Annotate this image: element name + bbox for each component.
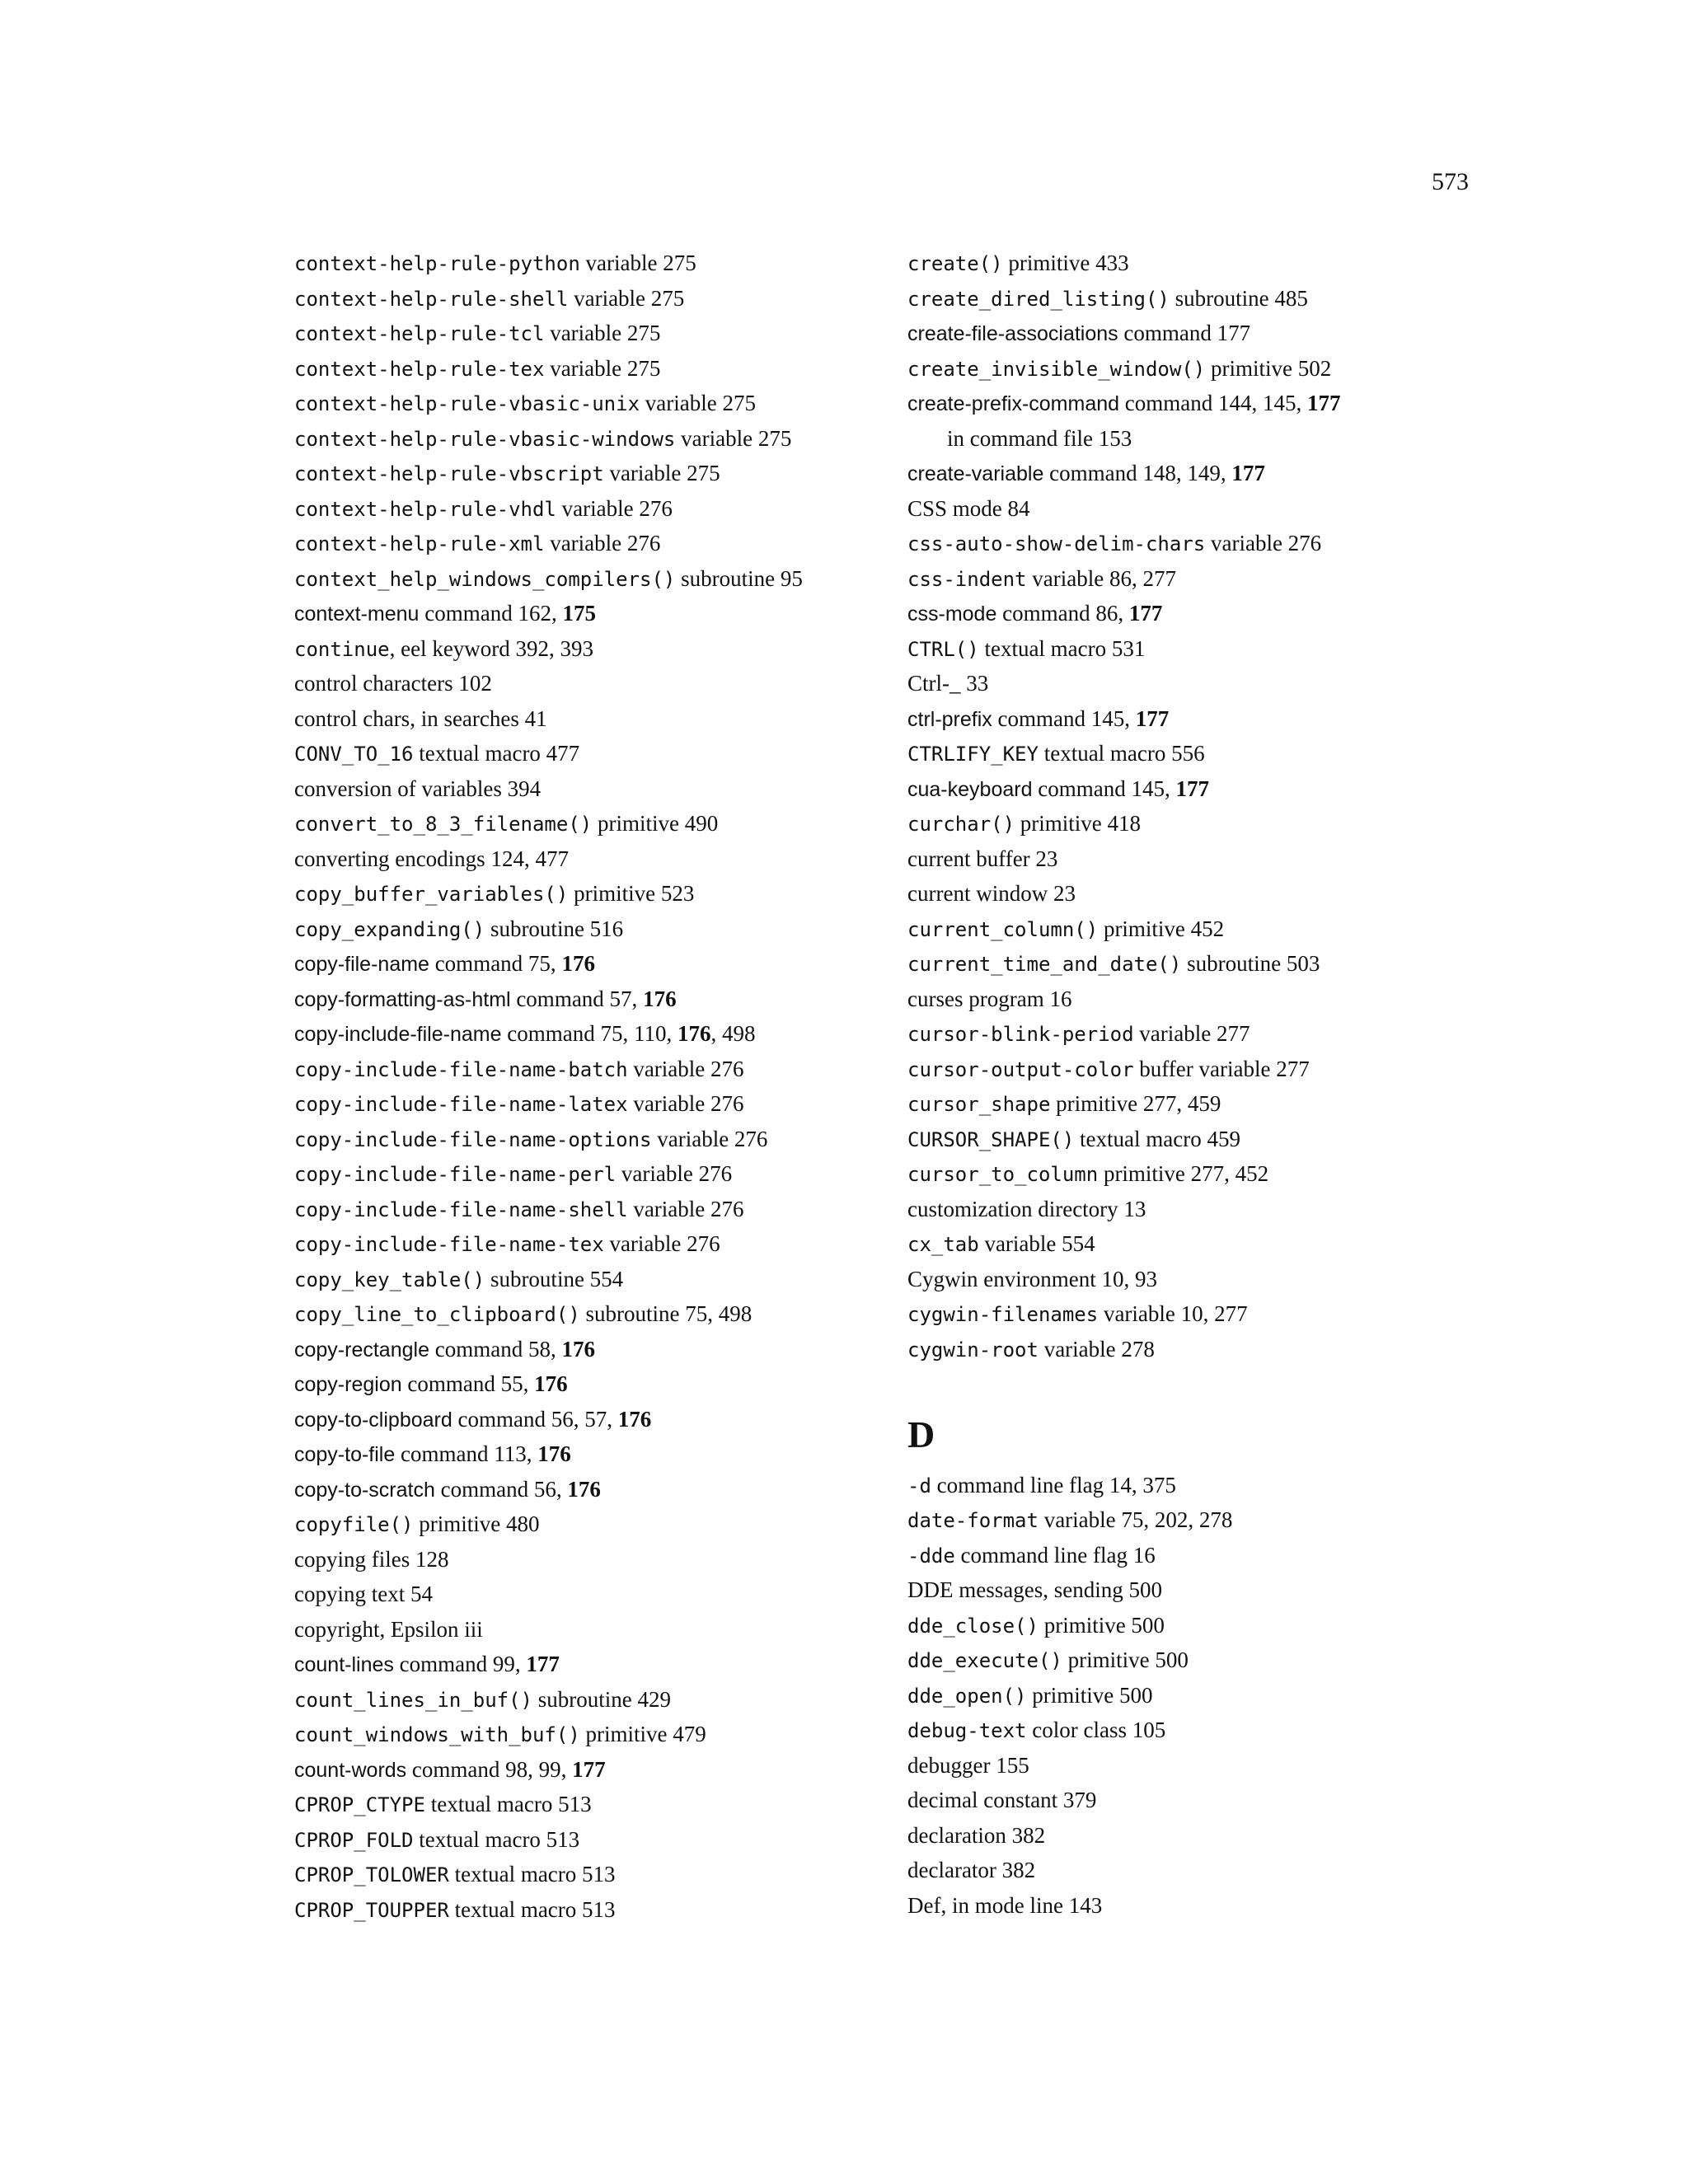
index-entry	[907, 1538, 1501, 1573]
entry-text: subroutine 485	[1169, 285, 1308, 311]
entry-primary-page: 177	[1231, 461, 1265, 485]
entry-term-code: context-help-rule-tcl	[294, 322, 545, 345]
entry-text: variable 276	[627, 1056, 744, 1081]
index-entry	[907, 982, 1501, 1017]
index-entry	[907, 1608, 1501, 1643]
entry-text: command 75,	[429, 951, 562, 976]
index-entry	[294, 386, 904, 421]
index-entry	[907, 1122, 1501, 1157]
entry-text: variable 276	[544, 531, 661, 555]
entry-primary-page: 177	[1175, 776, 1209, 801]
entry-term-code: CPROP_FOLD	[294, 1828, 414, 1852]
entry-term-code: -dde	[907, 1544, 955, 1568]
index-entry	[294, 736, 904, 771]
index-entry	[907, 1296, 1501, 1332]
entry-term-command: copy-file-name	[294, 953, 429, 976]
entry-text: debugger 155	[907, 1752, 1029, 1778]
entry-term-code: copyfile()	[294, 1513, 414, 1536]
index-entry	[294, 1647, 904, 1682]
index-entry	[294, 982, 904, 1017]
entry-text: buffer variable 277	[1133, 1056, 1310, 1081]
index-entry	[907, 1572, 1501, 1608]
index-entry	[907, 876, 1501, 912]
entry-text: primitive 502	[1205, 355, 1332, 381]
entry-primary-page: 176	[561, 951, 595, 976]
entry-text: variable 276	[556, 495, 673, 521]
index-entry	[294, 1577, 904, 1612]
entry-text: Ctrl-_ 33	[907, 671, 989, 696]
entry-primary-page: 176	[617, 1406, 652, 1432]
index-entry	[907, 771, 1501, 807]
index-entry	[294, 946, 904, 982]
entry-primary-page: 175	[562, 601, 596, 626]
index-entry	[907, 946, 1501, 982]
entry-primary-page: 177	[526, 1652, 560, 1676]
index-entry	[907, 561, 1501, 597]
index-entry	[294, 701, 904, 737]
index-entry	[907, 1156, 1501, 1192]
index-entry	[294, 1226, 904, 1262]
index-entry	[907, 386, 1501, 421]
index-entry	[907, 596, 1501, 631]
index-entry	[907, 1783, 1501, 1818]
index-entry	[294, 1857, 904, 1892]
entry-term-code: continue	[294, 637, 390, 661]
index-entry	[294, 1507, 904, 1542]
entry-text: variable 86, 277	[1026, 565, 1176, 591]
entry-term-code: create_invisible_window()	[907, 357, 1206, 381]
index-entry	[294, 1436, 904, 1472]
entry-text: variable 10, 277	[1098, 1301, 1248, 1326]
entry-text: variable 75, 202, 278	[1038, 1507, 1233, 1532]
entry-primary-page: 177	[1135, 705, 1170, 731]
entry-text: primitive 500	[1062, 1647, 1189, 1672]
entry-text: command 57,	[510, 986, 644, 1011]
index-entry	[294, 1717, 904, 1752]
index-entry	[907, 281, 1501, 316]
entry-text: primitive 452	[1098, 916, 1225, 941]
index-entry	[294, 1016, 904, 1052]
entry-term-code: current_column()	[907, 917, 1099, 941]
entry-text: primitive 523	[568, 881, 695, 906]
entry-term-code: dde_close()	[907, 1614, 1039, 1638]
index-entry	[294, 421, 904, 457]
index-subentry	[907, 421, 1501, 457]
entry-term-code: context_help_windows_compilers()	[294, 567, 676, 591]
entry-term-command: count-lines	[294, 1653, 394, 1676]
entry-term-code: copy-include-file-name-shell	[294, 1197, 628, 1221]
entry-text: variable 275	[640, 391, 756, 415]
entry-text: primitive 277, 452	[1098, 1161, 1269, 1186]
entry-term-code: -d	[907, 1474, 931, 1497]
entry-text: variable 276	[651, 1126, 768, 1151]
entry-text: color class 105	[1026, 1718, 1166, 1742]
entry-term-command: count-words	[294, 1758, 407, 1782]
section-heading: D	[907, 1413, 935, 1455]
entry-text: textual macro 513	[413, 1826, 580, 1852]
entry-term-code: cursor-output-color	[907, 1057, 1134, 1081]
entry-text: subroutine 75, 498	[579, 1301, 753, 1326]
entry-term-command: copy-include-file-name	[294, 1023, 502, 1046]
entry-text: command 162,	[419, 601, 563, 626]
entry-text: copying text 54	[294, 1582, 433, 1606]
entry-primary-page: 176	[643, 986, 677, 1011]
entry-text: , eel keyword 392, 393	[389, 635, 594, 661]
index-entry	[294, 771, 904, 807]
entry-text: customization directory 13	[907, 1196, 1146, 1221]
index-entry	[907, 1052, 1501, 1087]
entry-text: variable 276	[616, 1161, 733, 1186]
entry-text: primitive 480	[413, 1511, 540, 1536]
entry-text: variable 278	[1038, 1336, 1155, 1361]
index-entry	[907, 316, 1501, 351]
entry-text: in command file 153	[947, 425, 1132, 451]
index-entry	[907, 806, 1501, 841]
entry-term-code: css-indent	[907, 567, 1027, 591]
entry-term-code: CPROP_CTYPE	[294, 1793, 425, 1816]
index-entry	[907, 1818, 1501, 1854]
entry-text: variable 276	[1205, 531, 1322, 555]
index-entry	[907, 841, 1501, 877]
entry-text: primitive 479	[579, 1722, 706, 1746]
entry-primary-page: 176	[561, 1336, 595, 1361]
index-entry	[294, 1892, 904, 1928]
entry-term-command: ctrl-prefix	[907, 707, 992, 731]
index-entry	[294, 1542, 904, 1577]
entry-term-code: context-help-rule-vbasic-windows	[294, 427, 676, 451]
entry-term-code: CONV_TO_16	[294, 743, 414, 766]
entry-term-command: copy-to-file	[294, 1443, 396, 1466]
index-entry	[907, 1226, 1501, 1262]
index-entry	[294, 666, 904, 701]
entry-term-code: css-auto-show-delim-chars	[907, 532, 1206, 555]
entry-text: decimal constant 379	[907, 1788, 1097, 1812]
entry-term-code: count_lines_in_buf()	[294, 1688, 532, 1712]
entry-text: conversion of variables 394	[294, 776, 542, 801]
entry-text: subroutine 516	[485, 916, 624, 941]
entry-text: variable 275	[579, 251, 696, 275]
index-entry	[907, 1643, 1501, 1678]
entry-term-code: cursor_to_column	[907, 1163, 1099, 1186]
index-entry	[294, 526, 904, 561]
entry-primary-page: 177	[572, 1756, 606, 1782]
entry-text: textual macro 513	[424, 1792, 592, 1816]
index-entry	[907, 491, 1501, 527]
entry-term-code: convert_to_8_3_filename()	[294, 813, 593, 836]
index-entry	[294, 1366, 904, 1402]
entry-text: variable 275	[568, 285, 685, 311]
entry-term-command: copy-region	[294, 1373, 402, 1396]
entry-text: copying files 128	[294, 1546, 449, 1572]
entry-text: current buffer 23	[907, 846, 1058, 871]
index-entry	[907, 1678, 1501, 1713]
entry-text: command 58,	[429, 1336, 562, 1361]
index-entry	[907, 666, 1501, 701]
entry-term-code: CURSOR_SHAPE()	[907, 1127, 1075, 1151]
entry-term-code: copy_buffer_variables()	[294, 883, 569, 906]
entry-term-code: context-help-rule-vbscript	[294, 462, 604, 485]
entry-term-code: cygwin-filenames	[907, 1303, 1099, 1326]
index-entry	[907, 1086, 1501, 1122]
entry-term-code: create_dired_listing()	[907, 287, 1170, 311]
index-entry	[294, 912, 904, 947]
index-entry	[907, 701, 1501, 737]
entry-text: variable 554	[978, 1231, 1095, 1256]
index-entry	[294, 316, 904, 351]
entry-text: textual macro 477	[413, 741, 580, 766]
entry-text: subroutine 429	[532, 1686, 671, 1712]
entry-term-code: cursor-blink-period	[907, 1023, 1134, 1046]
index-entry	[907, 1016, 1501, 1052]
entry-text: control characters 102	[294, 671, 492, 696]
entry-term-code: copy-include-file-name-options	[294, 1127, 652, 1151]
entry-term-code: CPROP_TOUPPER	[294, 1898, 449, 1922]
entry-text: Cygwin environment 10, 93	[907, 1266, 1157, 1291]
entry-text: copyright, Epsilon iii	[294, 1616, 483, 1642]
entry-primary-page: 176	[677, 1021, 711, 1046]
entry-text: command 177	[1118, 321, 1251, 345]
index-entry	[294, 1752, 904, 1788]
index-entry	[907, 456, 1501, 491]
entry-text: variable 277	[1133, 1021, 1250, 1046]
entry-primary-page: 176	[567, 1476, 601, 1502]
entry-text: primitive 277, 459	[1050, 1091, 1221, 1116]
index-entry	[907, 736, 1501, 771]
index-entry	[294, 1192, 904, 1227]
index-entry	[294, 281, 904, 316]
index-entry	[294, 1262, 904, 1297]
entry-text: command line flag 16	[954, 1542, 1156, 1568]
index-entry	[907, 1192, 1501, 1227]
entry-text: variable 275	[675, 425, 792, 451]
index-entry	[907, 912, 1501, 947]
index-entry	[294, 246, 904, 281]
index-entry	[907, 1713, 1501, 1748]
index-entry	[294, 1156, 904, 1192]
entry-text: variable 276	[627, 1196, 744, 1221]
index-entry	[294, 631, 904, 667]
index-entry	[907, 526, 1501, 561]
entry-text: variable 275	[603, 461, 720, 485]
index-entry	[294, 806, 904, 841]
section-spacer	[907, 1366, 1501, 1402]
index-entry	[907, 1502, 1501, 1538]
entry-text: command 75, 110,	[501, 1021, 678, 1046]
entry-text: command 86,	[996, 601, 1129, 626]
entry-term-code: context-help-rule-shell	[294, 287, 569, 311]
entry-term-command: copy-to-clipboard	[294, 1408, 452, 1432]
entry-text: subroutine 503	[1181, 951, 1320, 976]
entry-text: variable 275	[544, 355, 661, 381]
index-column-right	[907, 246, 1501, 1923]
entry-term-code: context-help-rule-vhdl	[294, 497, 556, 521]
entry-term-code: cursor_shape	[907, 1093, 1051, 1116]
entry-text: variable 276	[627, 1091, 744, 1116]
index-entry	[907, 1888, 1501, 1924]
entry-term-code: copy-include-file-name-perl	[294, 1163, 617, 1186]
entry-term-command: create-prefix-command	[907, 392, 1120, 415]
entry-text: command 56,	[434, 1476, 568, 1502]
index-entry	[294, 1402, 904, 1437]
entry-term-code: copy_expanding()	[294, 917, 485, 941]
entry-text: primitive 490	[592, 811, 719, 836]
entry-term-code: context-help-rule-tex	[294, 357, 545, 381]
entry-text: command 148, 149,	[1043, 461, 1232, 485]
entry-text: current window 23	[907, 881, 1076, 906]
page-number: 573	[1432, 168, 1469, 195]
entry-text: textual macro 556	[1038, 741, 1205, 766]
entry-term-code: current_time_and_date()	[907, 953, 1182, 976]
entry-text: command 98, 99,	[406, 1756, 573, 1782]
entry-text: textual macro 459	[1074, 1126, 1240, 1151]
entry-text: subroutine 554	[485, 1266, 624, 1291]
entry-term-code: dde_open()	[907, 1684, 1027, 1708]
entry-text: textual macro 531	[978, 635, 1146, 661]
entry-text: declarator 382	[907, 1858, 1036, 1882]
index-entry	[294, 876, 904, 912]
entry-term-code: date-format	[907, 1509, 1039, 1532]
entry-term-code: curchar()	[907, 813, 1015, 836]
entry-term-command: copy-rectangle	[294, 1338, 429, 1361]
index-entry	[907, 1332, 1501, 1367]
index-entry	[294, 1472, 904, 1507]
index-entry	[294, 1332, 904, 1367]
entry-text: converting encodings 124, 477	[294, 846, 569, 871]
entry-term-code: count_windows_with_buf()	[294, 1723, 580, 1746]
index-entry	[294, 1296, 904, 1332]
index-entry	[294, 1086, 904, 1122]
entry-text: primitive 500	[1026, 1682, 1153, 1708]
entry-primary-page: 177	[1307, 391, 1341, 415]
index-entry	[294, 1822, 904, 1858]
index-entry	[907, 1262, 1501, 1297]
entry-text: textual macro 513	[448, 1862, 616, 1886]
entry-term-code: dde_execute()	[907, 1649, 1062, 1672]
entry-text: command 56, 57,	[452, 1406, 618, 1432]
entry-text: Def, in mode line 143	[907, 1892, 1103, 1918]
entry-term-code: copy_line_to_clipboard()	[294, 1303, 580, 1326]
entry-term-code: CTRL()	[907, 637, 979, 661]
index-entry	[294, 1612, 904, 1647]
entry-text: curses program 16	[907, 986, 1072, 1011]
entry-term-code: copy-include-file-name-latex	[294, 1093, 628, 1116]
entry-term-code: copy-include-file-name-batch	[294, 1057, 628, 1081]
index-entry	[294, 1787, 904, 1822]
entry-term-code: copy_key_table()	[294, 1268, 485, 1291]
entry-term-command: css-mode	[907, 602, 997, 626]
entry-text: variable 276	[603, 1231, 720, 1256]
entry-term-code: cygwin-root	[907, 1338, 1039, 1361]
entry-primary-page: 176	[534, 1371, 568, 1396]
index-entry	[294, 561, 904, 597]
index-entry	[294, 1052, 904, 1087]
entry-text: primitive 500	[1038, 1612, 1165, 1638]
entry-text: primitive 418	[1015, 811, 1142, 836]
entry-primary-page: 176	[537, 1441, 571, 1466]
entry-term-code: copy-include-file-name-tex	[294, 1233, 604, 1256]
entry-text: command 144, 145,	[1119, 391, 1308, 415]
entry-term-command: context-menu	[294, 602, 420, 626]
entry-term-command: cua-keyboard	[907, 777, 1033, 801]
entry-text: , 498	[710, 1021, 756, 1046]
index-entry	[294, 456, 904, 491]
entry-text: declaration 382	[907, 1822, 1046, 1848]
index-entry	[294, 351, 904, 387]
entry-term-code: context-help-rule-vbasic-unix	[294, 392, 640, 415]
entry-term-code: create()	[907, 252, 1003, 275]
entry-term-command: copy-to-scratch	[294, 1478, 435, 1502]
entry-term-code: context-help-rule-python	[294, 252, 580, 275]
entry-term-command: create-file-associations	[907, 322, 1118, 345]
entry-text: command 55,	[401, 1371, 535, 1396]
entry-text: command line flag 14, 375	[931, 1472, 1176, 1497]
entry-text: variable 275	[544, 321, 661, 345]
entry-text: command 99,	[393, 1652, 527, 1676]
entry-term-code: CPROP_TOLOWER	[294, 1863, 449, 1886]
entry-text: primitive 433	[1002, 251, 1129, 275]
index-entry	[294, 841, 904, 877]
index-column-left	[294, 246, 904, 1927]
entry-term-code: cx_tab	[907, 1233, 979, 1256]
index-entry	[294, 596, 904, 631]
index-entry	[907, 246, 1501, 281]
entry-term-command: copy-formatting-as-html	[294, 987, 511, 1011]
entry-text: control chars, in searches 41	[294, 705, 547, 731]
entry-term-command: create-variable	[907, 462, 1044, 485]
index-entry	[907, 1853, 1501, 1888]
index-entry	[907, 351, 1501, 387]
entry-text: DDE messages, sending 500	[907, 1577, 1162, 1602]
entry-text: command 145,	[1032, 776, 1176, 801]
index-entry	[294, 491, 904, 527]
entry-primary-page: 177	[1128, 601, 1163, 626]
entry-text: subroutine 95	[675, 565, 803, 591]
entry-text: command 113,	[395, 1441, 538, 1466]
entry-term-code: debug-text	[907, 1719, 1027, 1742]
entry-text: CSS mode 84	[907, 495, 1030, 521]
index-entry	[907, 1748, 1501, 1783]
index-entry	[294, 1682, 904, 1718]
index-entry	[294, 1122, 904, 1157]
entry-term-code: CTRLIFY_KEY	[907, 743, 1039, 766]
entry-text: command 145,	[992, 705, 1136, 731]
index-entry	[907, 1468, 1501, 1503]
index-entry	[907, 631, 1501, 667]
entry-term-code: context-help-rule-xml	[294, 532, 545, 555]
entry-text: textual macro 513	[448, 1896, 616, 1922]
